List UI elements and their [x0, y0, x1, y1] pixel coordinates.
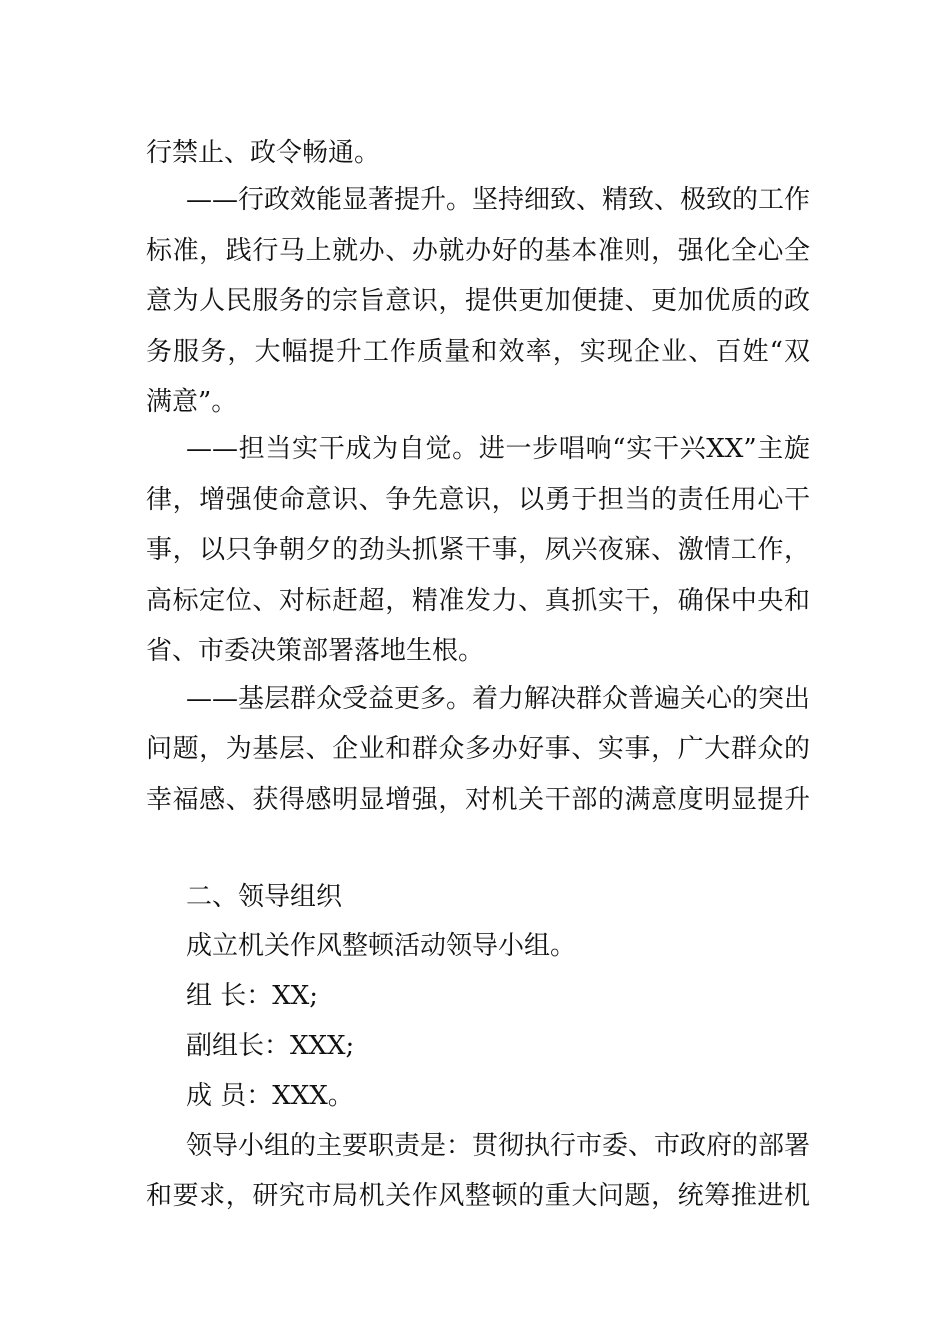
text-line: 成 员：XXX。 [186, 1081, 354, 1111]
text-line: 问题，为基层、企业和群众多办好事、实事，广大群众的 [146, 734, 810, 764]
text-line: 事，以只争朝夕的劲头抓紧干事，夙兴夜寐、激情工作， [146, 535, 810, 565]
text-line: 标准，践行马上就办、办就办好的基本准则，强化全心全 [146, 236, 810, 266]
text-line: 律，增强使命意识、争先意识，以勇于担当的责任用心干 [146, 485, 810, 515]
text-line: 成立机关作风整顿活动领导小组。 [186, 931, 577, 961]
section-heading: 二、领导组织 [186, 882, 343, 912]
text-line: ——行政效能显著提升。坚持细致、精致、极致的工作 [186, 185, 811, 215]
text-line: 组 长：XX; [186, 981, 319, 1011]
text-line: 省、市委决策部署落地生根。 [146, 636, 485, 666]
text-line: 领导小组的主要职责是：贯彻执行市委、市政府的部署 [186, 1131, 811, 1161]
text-line: ——基层群众受益更多。着力解决群众普遍关心的突出 [186, 684, 811, 714]
text-line: 副组长：XXX; [186, 1031, 355, 1061]
text-line: 满意”。 [146, 387, 238, 417]
text-line: 意为人民服务的宗旨意识，提供更加便捷、更加优质的政 [146, 286, 810, 316]
text-line: 行禁止、政令畅通。 [146, 138, 381, 168]
text-line: ——担当实干成为自觉。进一步唱响“实干兴XX”主旋 [186, 434, 810, 464]
text-line: 务服务，大幅提升工作质量和效率，实现企业、百姓“双 [146, 337, 810, 367]
text-line: 和要求，研究市局机关作风整顿的重大问题，统筹推进机 [146, 1181, 810, 1211]
text-line: 高标定位、对标赶超，精准发力、真抓实干，确保中央和 [146, 586, 810, 616]
text-line: 幸福感、获得感明显增强，对机关干部的满意度明显提升 [146, 785, 810, 815]
